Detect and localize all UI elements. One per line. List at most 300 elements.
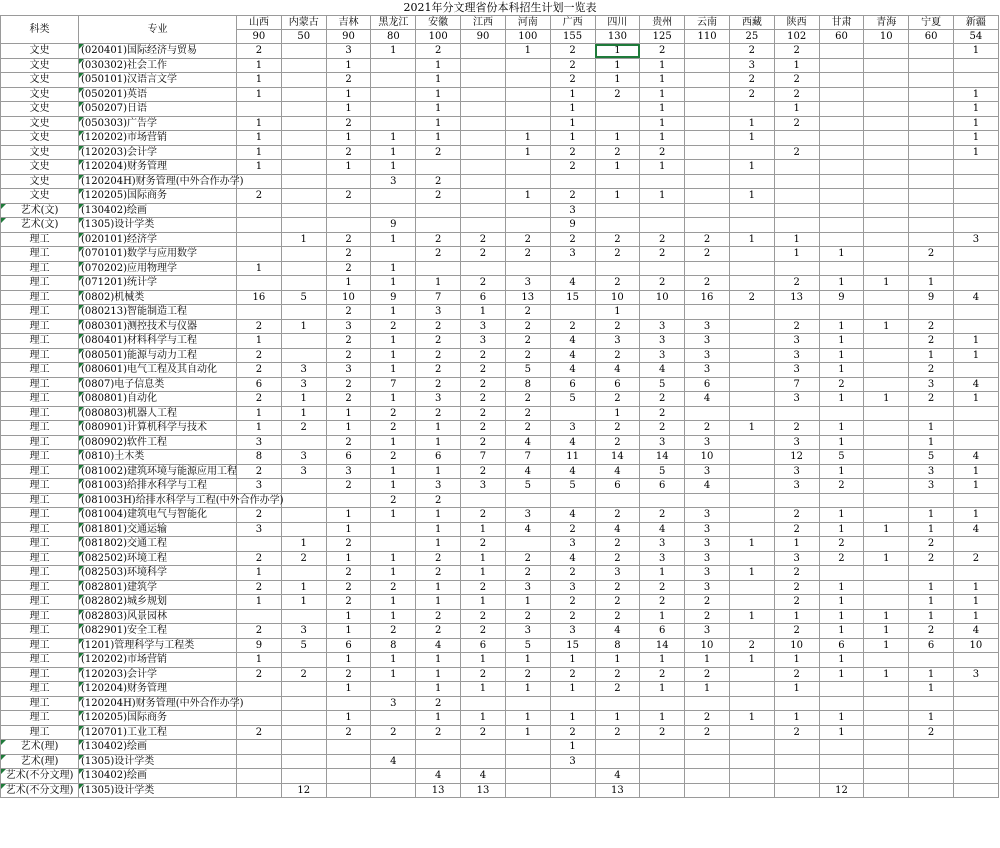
quota-cell[interactable]: 3 [550, 203, 595, 218]
quota-cell[interactable]: 1 [640, 189, 685, 204]
quota-cell[interactable]: 3 [281, 624, 326, 639]
quota-cell[interactable]: 2 [416, 334, 461, 349]
quota-cell[interactable] [729, 479, 774, 494]
quota-cell[interactable]: 9 [819, 290, 864, 305]
quota-cell[interactable] [281, 566, 326, 581]
quota-cell[interactable]: 2 [909, 363, 954, 378]
quota-cell[interactable] [729, 435, 774, 450]
quota-cell[interactable] [237, 247, 282, 262]
major-cell[interactable]: (080902)软件工程 [79, 435, 237, 450]
quota-cell[interactable]: 2 [461, 392, 506, 407]
quota-cell[interactable]: 2 [416, 609, 461, 624]
quota-cell[interactable]: 1 [640, 609, 685, 624]
quota-cell[interactable] [461, 493, 506, 508]
major-cell[interactable]: (120203)会计学 [79, 667, 237, 682]
quota-cell[interactable]: 2 [461, 377, 506, 392]
quota-cell[interactable] [729, 769, 774, 784]
quota-cell[interactable]: 1 [281, 537, 326, 552]
category-cell[interactable]: 文史 [1, 58, 79, 73]
category-cell[interactable]: 艺术(文) [1, 203, 79, 218]
quota-cell[interactable]: 1 [237, 653, 282, 668]
category-cell[interactable]: 理工 [1, 725, 79, 740]
quota-cell[interactable] [326, 696, 371, 711]
quota-cell[interactable]: 2 [685, 667, 730, 682]
quota-cell[interactable] [461, 58, 506, 73]
quota-cell[interactable]: 4 [595, 522, 640, 537]
quota-cell[interactable] [729, 624, 774, 639]
major-cell[interactable]: (050303)广告学 [79, 116, 237, 131]
quota-cell[interactable] [774, 218, 819, 233]
quota-cell[interactable] [461, 261, 506, 276]
quota-cell[interactable] [505, 261, 550, 276]
quota-cell[interactable] [729, 551, 774, 566]
header-total[interactable]: 130 [595, 30, 640, 44]
quota-cell[interactable]: 1 [819, 435, 864, 450]
quota-cell[interactable]: 2 [685, 609, 730, 624]
quota-cell[interactable] [954, 435, 999, 450]
quota-cell[interactable]: 1 [461, 711, 506, 726]
quota-cell[interactable]: 2 [774, 421, 819, 436]
quota-cell[interactable]: 2 [640, 145, 685, 160]
major-cell[interactable]: (080401)材料科学与工程 [79, 334, 237, 349]
quota-cell[interactable]: 1 [237, 421, 282, 436]
quota-cell[interactable]: 2 [461, 464, 506, 479]
quota-cell[interactable]: 2 [640, 44, 685, 59]
major-cell[interactable]: (081802)交通工程 [79, 537, 237, 552]
quota-cell[interactable]: 1 [819, 609, 864, 624]
quota-cell[interactable]: 1 [371, 305, 416, 320]
quota-cell[interactable]: 3 [281, 377, 326, 392]
quota-cell[interactable]: 2 [595, 276, 640, 291]
quota-cell[interactable]: 2 [371, 725, 416, 740]
quota-cell[interactable]: 10 [954, 638, 999, 653]
quota-cell[interactable]: 1 [774, 653, 819, 668]
major-cell[interactable]: (081801)交通运输 [79, 522, 237, 537]
quota-cell[interactable]: 1 [640, 73, 685, 88]
quota-cell[interactable] [819, 145, 864, 160]
quota-cell[interactable] [237, 754, 282, 769]
category-cell[interactable]: 理工 [1, 377, 79, 392]
major-cell[interactable]: (070101)数学与应用数学 [79, 247, 237, 262]
quota-cell[interactable]: 1 [774, 711, 819, 726]
quota-cell[interactable]: 4 [954, 450, 999, 465]
quota-cell[interactable]: 1 [416, 58, 461, 73]
quota-cell[interactable]: 1 [954, 580, 999, 595]
quota-cell[interactable]: 2 [371, 450, 416, 465]
quota-cell[interactable]: 3 [774, 551, 819, 566]
quota-cell[interactable]: 2 [281, 551, 326, 566]
quota-cell[interactable] [685, 406, 730, 421]
header-province[interactable]: 青海 [864, 16, 909, 30]
quota-cell[interactable]: 2 [550, 232, 595, 247]
quota-cell[interactable]: 1 [326, 160, 371, 175]
quota-cell[interactable] [774, 740, 819, 755]
quota-cell[interactable] [505, 537, 550, 552]
quota-cell[interactable]: 2 [416, 363, 461, 378]
category-cell[interactable]: 艺术(不分文理) [1, 783, 79, 798]
category-cell[interactable]: 文史 [1, 87, 79, 102]
quota-cell[interactable]: 4 [595, 624, 640, 639]
quota-cell[interactable] [237, 740, 282, 755]
quota-cell[interactable]: 1 [954, 44, 999, 59]
quota-cell[interactable]: 3 [685, 537, 730, 552]
quota-cell[interactable]: 5 [505, 638, 550, 653]
major-cell[interactable]: (050101)汉语言文学 [79, 73, 237, 88]
quota-cell[interactable]: 1 [550, 87, 595, 102]
quota-cell[interactable]: 2 [685, 247, 730, 262]
quota-cell[interactable] [819, 160, 864, 175]
quota-cell[interactable]: 1 [640, 87, 685, 102]
category-cell[interactable]: 艺术(理) [1, 740, 79, 755]
category-cell[interactable]: 理工 [1, 551, 79, 566]
quota-cell[interactable]: 1 [819, 711, 864, 726]
quota-cell[interactable] [864, 348, 909, 363]
quota-cell[interactable]: 2 [774, 276, 819, 291]
quota-cell[interactable]: 1 [326, 102, 371, 117]
quota-cell[interactable]: 1 [416, 580, 461, 595]
quota-cell[interactable]: 1 [864, 609, 909, 624]
quota-cell[interactable] [819, 566, 864, 581]
quota-cell[interactable] [237, 203, 282, 218]
quota-cell[interactable]: 2 [326, 392, 371, 407]
quota-cell[interactable] [461, 44, 506, 59]
quota-cell[interactable]: 7 [371, 377, 416, 392]
category-cell[interactable]: 理工 [1, 276, 79, 291]
quota-cell[interactable]: 2 [416, 232, 461, 247]
quota-cell[interactable]: 2 [729, 290, 774, 305]
quota-cell[interactable]: 1 [371, 145, 416, 160]
quota-cell[interactable] [729, 363, 774, 378]
quota-cell[interactable]: 2 [774, 580, 819, 595]
quota-cell[interactable] [416, 218, 461, 233]
quota-cell[interactable]: 1 [640, 160, 685, 175]
quota-cell[interactable]: 2 [640, 667, 685, 682]
quota-cell[interactable] [685, 131, 730, 146]
quota-cell[interactable] [774, 174, 819, 189]
quota-cell[interactable] [864, 116, 909, 131]
quota-cell[interactable]: 2 [505, 392, 550, 407]
quota-cell[interactable]: 3 [595, 566, 640, 581]
quota-cell[interactable] [281, 276, 326, 291]
quota-cell[interactable]: 2 [326, 145, 371, 160]
quota-cell[interactable]: 1 [909, 667, 954, 682]
quota-cell[interactable] [954, 711, 999, 726]
quota-cell[interactable]: 2 [505, 551, 550, 566]
quota-cell[interactable] [685, 493, 730, 508]
quota-cell[interactable]: 1 [774, 247, 819, 262]
quota-cell[interactable]: 1 [371, 276, 416, 291]
quota-cell[interactable] [909, 58, 954, 73]
quota-cell[interactable] [774, 189, 819, 204]
quota-cell[interactable] [416, 160, 461, 175]
quota-cell[interactable] [864, 363, 909, 378]
quota-cell[interactable] [729, 493, 774, 508]
quota-cell[interactable]: 1 [640, 711, 685, 726]
header-total[interactable]: 10 [864, 30, 909, 44]
quota-cell[interactable] [595, 696, 640, 711]
quota-cell[interactable]: 2 [954, 551, 999, 566]
quota-cell[interactable] [864, 421, 909, 436]
quota-cell[interactable]: 1 [550, 653, 595, 668]
quota-cell[interactable]: 1 [461, 566, 506, 581]
category-cell[interactable]: 理工 [1, 493, 79, 508]
quota-cell[interactable] [640, 493, 685, 508]
quota-cell[interactable] [281, 116, 326, 131]
quota-cell[interactable]: 3 [416, 305, 461, 320]
quota-cell[interactable]: 2 [595, 247, 640, 262]
major-cell[interactable]: (071201)统计学 [79, 276, 237, 291]
major-cell[interactable]: (030302)社会工作 [79, 58, 237, 73]
quota-cell[interactable] [595, 493, 640, 508]
quota-cell[interactable] [909, 783, 954, 798]
quota-cell[interactable]: 1 [954, 392, 999, 407]
quota-cell[interactable]: 2 [416, 624, 461, 639]
quota-cell[interactable]: 1 [237, 73, 282, 88]
quota-cell[interactable]: 3 [326, 464, 371, 479]
quota-cell[interactable]: 1 [685, 653, 730, 668]
quota-cell[interactable]: 2 [461, 624, 506, 639]
quota-cell[interactable] [685, 145, 730, 160]
quota-cell[interactable] [505, 73, 550, 88]
quota-cell[interactable]: 1 [461, 595, 506, 610]
quota-cell[interactable] [371, 102, 416, 117]
quota-cell[interactable]: 8 [371, 638, 416, 653]
quota-cell[interactable]: 2 [685, 421, 730, 436]
category-cell[interactable]: 文史 [1, 174, 79, 189]
quota-cell[interactable]: 1 [909, 348, 954, 363]
quota-cell[interactable]: 2 [909, 319, 954, 334]
quota-cell[interactable]: 2 [550, 160, 595, 175]
quota-cell[interactable]: 3 [685, 551, 730, 566]
quota-cell[interactable]: 1 [237, 334, 282, 349]
quota-cell[interactable]: 16 [237, 290, 282, 305]
header-total[interactable]: 25 [729, 30, 774, 44]
category-cell[interactable]: 文史 [1, 102, 79, 117]
quota-cell[interactable]: 1 [909, 609, 954, 624]
quota-cell[interactable]: 8 [595, 638, 640, 653]
quota-cell[interactable] [954, 189, 999, 204]
quota-cell[interactable]: 3 [640, 319, 685, 334]
quota-cell[interactable]: 1 [864, 522, 909, 537]
quota-cell[interactable]: 2 [909, 624, 954, 639]
quota-cell[interactable] [774, 493, 819, 508]
quota-cell[interactable]: 1 [909, 580, 954, 595]
quota-cell[interactable] [281, 348, 326, 363]
quota-cell[interactable] [729, 145, 774, 160]
quota-cell[interactable]: 1 [505, 131, 550, 146]
quota-cell[interactable]: 1 [819, 276, 864, 291]
quota-cell[interactable] [864, 450, 909, 465]
quota-cell[interactable]: 5 [550, 479, 595, 494]
quota-cell[interactable]: 7 [461, 450, 506, 465]
quota-cell[interactable]: 2 [505, 247, 550, 262]
major-cell[interactable]: (082801)建筑学 [79, 580, 237, 595]
quota-cell[interactable] [774, 769, 819, 784]
quota-cell[interactable] [774, 783, 819, 798]
header-province[interactable]: 西藏 [729, 16, 774, 30]
quota-cell[interactable]: 2 [550, 566, 595, 581]
quota-cell[interactable] [864, 102, 909, 117]
quota-cell[interactable] [864, 435, 909, 450]
major-cell[interactable]: (120205)国际商务 [79, 189, 237, 204]
quota-cell[interactable]: 2 [326, 305, 371, 320]
quota-cell[interactable]: 2 [416, 319, 461, 334]
quota-cell[interactable]: 2 [237, 624, 282, 639]
quota-cell[interactable]: 1 [371, 131, 416, 146]
quota-cell[interactable] [909, 406, 954, 421]
quota-cell[interactable]: 1 [326, 522, 371, 537]
quota-cell[interactable] [864, 653, 909, 668]
quota-cell[interactable] [864, 508, 909, 523]
quota-cell[interactable]: 3 [909, 479, 954, 494]
quota-cell[interactable]: 2 [505, 232, 550, 247]
quota-cell[interactable] [640, 769, 685, 784]
quota-cell[interactable]: 1 [595, 73, 640, 88]
quota-cell[interactable]: 1 [281, 392, 326, 407]
quota-cell[interactable] [595, 218, 640, 233]
quota-cell[interactable]: 1 [550, 102, 595, 117]
quota-cell[interactable] [461, 189, 506, 204]
quota-cell[interactable] [685, 754, 730, 769]
quota-cell[interactable]: 2 [416, 174, 461, 189]
quota-cell[interactable]: 1 [416, 522, 461, 537]
quota-cell[interactable]: 2 [729, 73, 774, 88]
header-province[interactable]: 山西 [237, 16, 282, 30]
quota-cell[interactable] [864, 247, 909, 262]
major-cell[interactable]: (080213)智能制造工程 [79, 305, 237, 320]
quota-cell[interactable]: 1 [954, 508, 999, 523]
quota-cell[interactable] [371, 769, 416, 784]
quota-cell[interactable] [954, 783, 999, 798]
quota-cell[interactable]: 1 [416, 537, 461, 552]
major-cell[interactable]: (050207)日语 [79, 102, 237, 117]
quota-cell[interactable] [909, 73, 954, 88]
quota-cell[interactable]: 3 [909, 464, 954, 479]
quota-cell[interactable] [281, 305, 326, 320]
category-cell[interactable]: 理工 [1, 392, 79, 407]
quota-cell[interactable] [685, 783, 730, 798]
quota-cell[interactable]: 1 [819, 247, 864, 262]
quota-cell[interactable]: 2 [416, 44, 461, 59]
quota-cell[interactable] [416, 203, 461, 218]
quota-cell[interactable]: 7 [505, 450, 550, 465]
quota-cell[interactable] [864, 377, 909, 392]
quota-cell[interactable] [909, 769, 954, 784]
quota-cell[interactable] [954, 406, 999, 421]
quota-cell[interactable]: 1 [819, 334, 864, 349]
quota-cell[interactable]: 2 [371, 406, 416, 421]
quota-cell[interactable]: 1 [550, 116, 595, 131]
quota-cell[interactable]: 2 [640, 421, 685, 436]
quota-cell[interactable]: 1 [416, 73, 461, 88]
quota-cell[interactable] [685, 769, 730, 784]
quota-cell[interactable] [685, 174, 730, 189]
quota-cell[interactable]: 1 [954, 87, 999, 102]
quota-cell[interactable]: 6 [640, 479, 685, 494]
quota-cell[interactable]: 1 [326, 551, 371, 566]
quota-cell[interactable] [281, 218, 326, 233]
quota-cell[interactable]: 2 [774, 624, 819, 639]
quota-cell[interactable]: 2 [326, 479, 371, 494]
quota-cell[interactable] [505, 740, 550, 755]
quota-cell[interactable] [774, 261, 819, 276]
quota-cell[interactable] [371, 682, 416, 697]
quota-cell[interactable]: 5 [640, 377, 685, 392]
quota-cell[interactable]: 3 [550, 247, 595, 262]
quota-cell[interactable]: 1 [326, 131, 371, 146]
quota-cell[interactable]: 3 [505, 276, 550, 291]
quota-cell[interactable] [461, 174, 506, 189]
quota-cell[interactable]: 1 [774, 102, 819, 117]
header-total[interactable]: 50 [281, 30, 326, 44]
quota-cell[interactable]: 1 [461, 653, 506, 668]
quota-cell[interactable] [281, 435, 326, 450]
quota-cell[interactable]: 2 [640, 232, 685, 247]
quota-cell[interactable] [640, 203, 685, 218]
quota-cell[interactable]: 4 [954, 624, 999, 639]
quota-cell[interactable]: 2 [237, 580, 282, 595]
quota-cell[interactable]: 3 [371, 174, 416, 189]
major-cell[interactable]: (1201)管理科学与工程类 [79, 638, 237, 653]
quota-cell[interactable] [281, 87, 326, 102]
quota-cell[interactable]: 1 [505, 189, 550, 204]
quota-cell[interactable] [729, 218, 774, 233]
quota-cell[interactable]: 3 [281, 450, 326, 465]
quota-cell[interactable]: 2 [326, 334, 371, 349]
quota-cell[interactable] [819, 232, 864, 247]
quota-cell[interactable] [505, 769, 550, 784]
quota-cell[interactable]: 2 [416, 493, 461, 508]
quota-cell[interactable]: 12 [281, 783, 326, 798]
quota-cell[interactable]: 1 [371, 261, 416, 276]
quota-cell[interactable] [819, 696, 864, 711]
quota-cell[interactable]: 10 [640, 290, 685, 305]
quota-cell[interactable]: 2 [237, 464, 282, 479]
quota-cell[interactable]: 3 [685, 580, 730, 595]
quota-cell[interactable]: 1 [371, 348, 416, 363]
quota-cell[interactable]: 1 [729, 421, 774, 436]
quota-cell[interactable]: 6 [416, 450, 461, 465]
quota-cell[interactable]: 2 [819, 377, 864, 392]
major-cell[interactable]: (082502)环境工程 [79, 551, 237, 566]
quota-cell[interactable] [954, 740, 999, 755]
quota-cell[interactable] [505, 203, 550, 218]
quota-cell[interactable] [819, 116, 864, 131]
major-cell[interactable]: (082503)环境科学 [79, 566, 237, 581]
quota-cell[interactable] [416, 261, 461, 276]
header-province[interactable]: 新疆 [954, 16, 999, 30]
quota-cell[interactable]: 1 [505, 725, 550, 740]
quota-cell[interactable] [954, 203, 999, 218]
quota-cell[interactable]: 2 [774, 44, 819, 59]
quota-cell[interactable]: 1 [237, 595, 282, 610]
quota-cell[interactable] [505, 754, 550, 769]
quota-cell[interactable] [281, 189, 326, 204]
quota-cell[interactable]: 2 [550, 595, 595, 610]
quota-cell[interactable] [729, 682, 774, 697]
quota-cell[interactable] [461, 218, 506, 233]
quota-cell[interactable]: 2 [326, 116, 371, 131]
quota-cell[interactable]: 4 [461, 769, 506, 784]
quota-cell[interactable]: 3 [237, 479, 282, 494]
quota-cell[interactable]: 2 [640, 276, 685, 291]
quota-cell[interactable]: 2 [774, 595, 819, 610]
quota-cell[interactable] [685, 58, 730, 73]
quota-cell[interactable] [505, 102, 550, 117]
quota-cell[interactable]: 1 [416, 421, 461, 436]
quota-cell[interactable] [819, 44, 864, 59]
quota-cell[interactable]: 3 [505, 508, 550, 523]
